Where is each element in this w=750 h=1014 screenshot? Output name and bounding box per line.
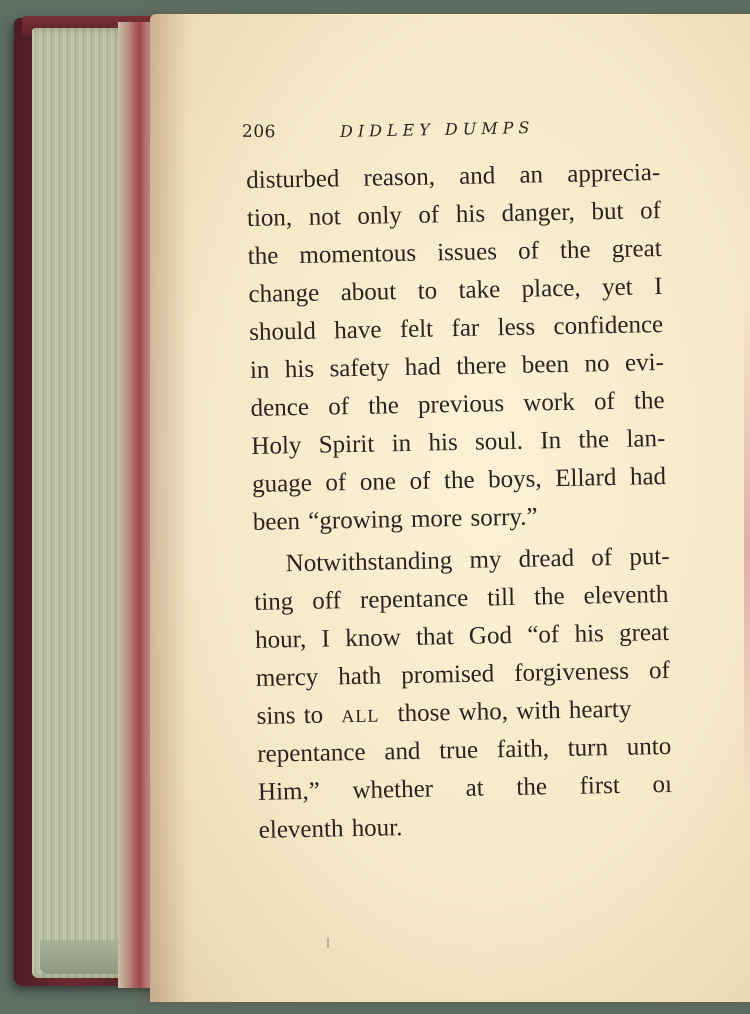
text-fragment: sins to <box>256 701 324 730</box>
text-line: the momentous issues of the great <box>247 235 662 270</box>
text-line: Holy Spirit in his soul. In the lan- <box>251 425 666 460</box>
running-head: DIDLEY DUMPS <box>339 117 535 142</box>
page-right-edge-tint <box>744 300 750 800</box>
text-line: in his safety had there been no evi- <box>249 349 665 384</box>
paper-fleck <box>327 938 329 948</box>
text-line: eleventh hour. <box>258 814 403 844</box>
text-line: tion, not only of his danger, but of <box>246 197 662 232</box>
text-line: ting off repentance till the eleventh <box>254 580 669 616</box>
text-line: mercy hath promised forgiveness of <box>255 656 671 692</box>
page-gutter-shadow <box>150 14 190 1002</box>
text-line: dence of the previous work of the <box>250 387 665 422</box>
text-line: guage of one of the boys, Ellard had <box>251 462 667 498</box>
page-edges <box>32 28 128 978</box>
page-number: 206 <box>241 121 277 143</box>
page-header <box>241 117 682 148</box>
text-line: repentance and true faith, turn unto <box>257 732 672 768</box>
text-line: change about to take place, yet I <box>248 273 663 308</box>
text-line-paragraph-start: Notwithstanding my dread of put- <box>285 542 670 578</box>
text-line: should have felt far less confidence <box>248 311 664 346</box>
text-line: been “growing more sorry.” <box>252 503 538 536</box>
small-caps-word: ALL <box>341 705 380 727</box>
text-line: Him,” whether at the first oı <box>257 770 673 806</box>
text-line: hour, I know that God “of his great <box>254 618 670 654</box>
text-fragment: those who, with hearty <box>397 695 632 728</box>
text-line: disturbed reason, and an apprecia- <box>246 159 661 194</box>
